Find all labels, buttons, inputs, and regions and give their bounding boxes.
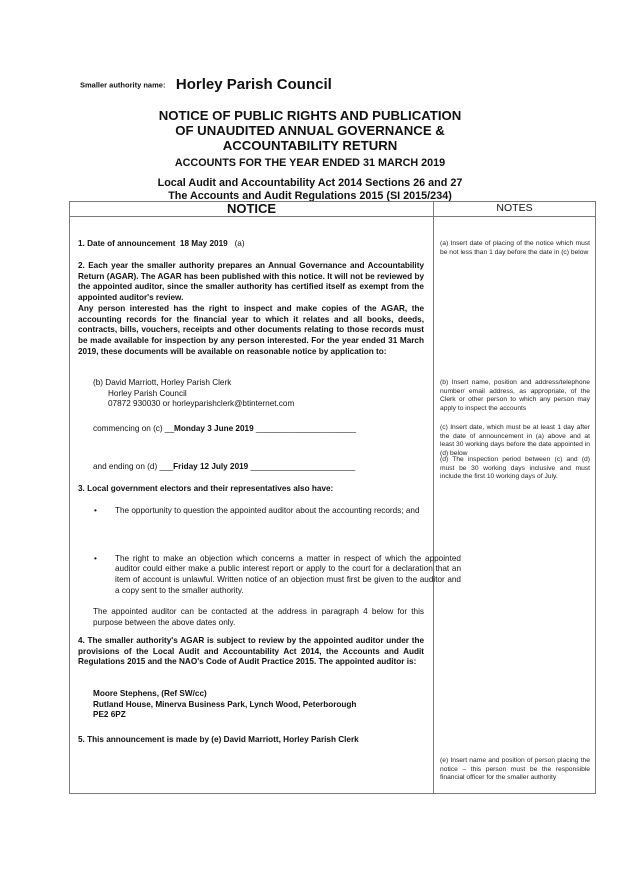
ending-date: Friday 12 July 2019 <box>173 462 249 471</box>
section-2-paragraph-2: Any person interested has the right to inspect and make copies of the AGAR, the accounting records for the financial year to which it relates and all books, deeds, contracts, bills, vouchers, receipts and other documents relating to those records must be made available for inspection by any person interested. For the year ended 31 March 2019, these documents will be available on reasonable notice by application to: <box>78 303 424 356</box>
commencing-row <box>78 424 439 435</box>
bullet-text: The opportunity to question the appointed auditor about the accounting records; and <box>115 506 420 515</box>
note-a: (a) Insert date of placing of the notice which must be not less than 1 day before the date in (c) below <box>440 240 590 256</box>
auditor-postcode: PE2 6PZ <box>93 710 126 720</box>
legislation-reference <box>60 177 560 203</box>
legislation-line-2: The Accounts and Audit Regulations 2015 (SI 2015/234) <box>168 190 452 202</box>
title-line-2: OF UNAUDITED ANNUAL GOVERNANCE & <box>175 123 445 138</box>
commencing-label: commencing on (c) __ <box>93 424 174 433</box>
table-header <box>70 202 595 217</box>
bullet-text: The right to make an objection which concerns a matter in respect of which the appointed auditor could either make a public interest report or apply to the court for a declaration that an item of account is unlawful. Written notice of an objection must first be given to the auditor and a copy sent to the smaller authority. <box>115 553 461 595</box>
bullet-icon: • <box>94 506 97 515</box>
document-title <box>60 108 560 153</box>
contact-block <box>78 378 439 410</box>
commencing-date: Monday 3 June 2019 <box>174 424 254 433</box>
announcement-date: 18 May 2019 <box>179 239 228 248</box>
bullet-item <box>78 506 461 517</box>
section-3-footer: The appointed auditor can be contacted at the address in paragraph 4 below for this purpose between the above dates only. <box>93 607 424 627</box>
auditor-name: Moore Stephens, (Ref SW/cc) <box>93 689 207 698</box>
commencing-blank: ______________________ <box>253 424 357 433</box>
announcement-ref: (a) <box>234 239 245 248</box>
title-line-3: ACCOUNTABILITY RETURN <box>222 138 398 153</box>
section-2 <box>78 261 424 357</box>
note-b: (b) Insert name, position and address/telephone number/ email address, as appropriate, of the Clerk or other person to which any person may apply to inspect the accounts <box>440 379 590 412</box>
document-subtitle: ACCOUNTS FOR THE YEAR ENDED 31 MARCH 2019 <box>174 157 446 169</box>
contact-details: 07872 930030 or horleyparishclerk@btinternet.com <box>108 399 295 409</box>
authority-name-label: Smaller authority name: <box>80 80 166 90</box>
announcement-label: 1. Date of announcement <box>78 239 176 248</box>
section-2-paragraph-1: 2. Each year the smaller authority prepares an Annual Governance and Accountability Return (AGAR). The AGAR has been published with this notice. It will not be reviewed by the appointed auditor, since the smaller authority has certified itself as exempt from the appointed auditor's review. <box>78 261 424 303</box>
note-e: (e) Insert name and position of person placing the notice – this person must be the responsible financial officer for the smaller authority <box>440 757 590 782</box>
authority-name: Horley Parish Council <box>175 76 332 94</box>
legislation-line-1: Local Audit and Accountability Act 2014 Sections 26 and 27 <box>157 177 463 189</box>
notice-column-heading: NOTICE <box>226 201 277 216</box>
bullet-item <box>78 554 461 597</box>
title-line-1: NOTICE OF PUBLIC RIGHTS AND PUBLICATION <box>158 108 462 123</box>
auditor-address <box>78 689 439 721</box>
auditor-street: Rutland House, Minerva Business Park, Lynch Wood, Peterborough <box>93 699 357 709</box>
note-c: (c) Insert date, which must be at least 1 day after the date of announcement in (a) above and at least 30 working days before the date appointed in (d) below <box>440 424 590 457</box>
ending-label: and ending on (d) ___ <box>93 462 174 471</box>
section-3-heading: 3. Local government electors and their representatives also have: <box>78 484 334 493</box>
note-d: (d) The inspection period between (c) and (d) must be 30 working days inclusive and must include the first 10 working days of July. <box>440 456 590 481</box>
bullet-icon: • <box>94 553 97 563</box>
section-1 <box>78 239 424 250</box>
section-4: 4. The smaller authority's AGAR is subject to review by the appointed auditor under the provisions of the Local Audit and Accountability Act 2014, the Accounts and Audit Regulations 2015 and the NAO's Code of Audit Practice 2015. The appointed auditor is: <box>78 636 424 667</box>
ending-row <box>78 462 439 473</box>
ending-blank: _______________________ <box>248 462 356 471</box>
authority-name-row <box>80 76 332 94</box>
notes-column-heading: NOTES <box>496 202 533 214</box>
notice-table <box>69 201 596 794</box>
contact-name: (b) David Marriott, Horley Parish Clerk <box>93 378 232 387</box>
contact-organisation: Horley Parish Council <box>108 388 187 398</box>
section-5: 5. This announcement is made by (e) David Marriott, Horley Parish Clerk <box>78 735 359 744</box>
